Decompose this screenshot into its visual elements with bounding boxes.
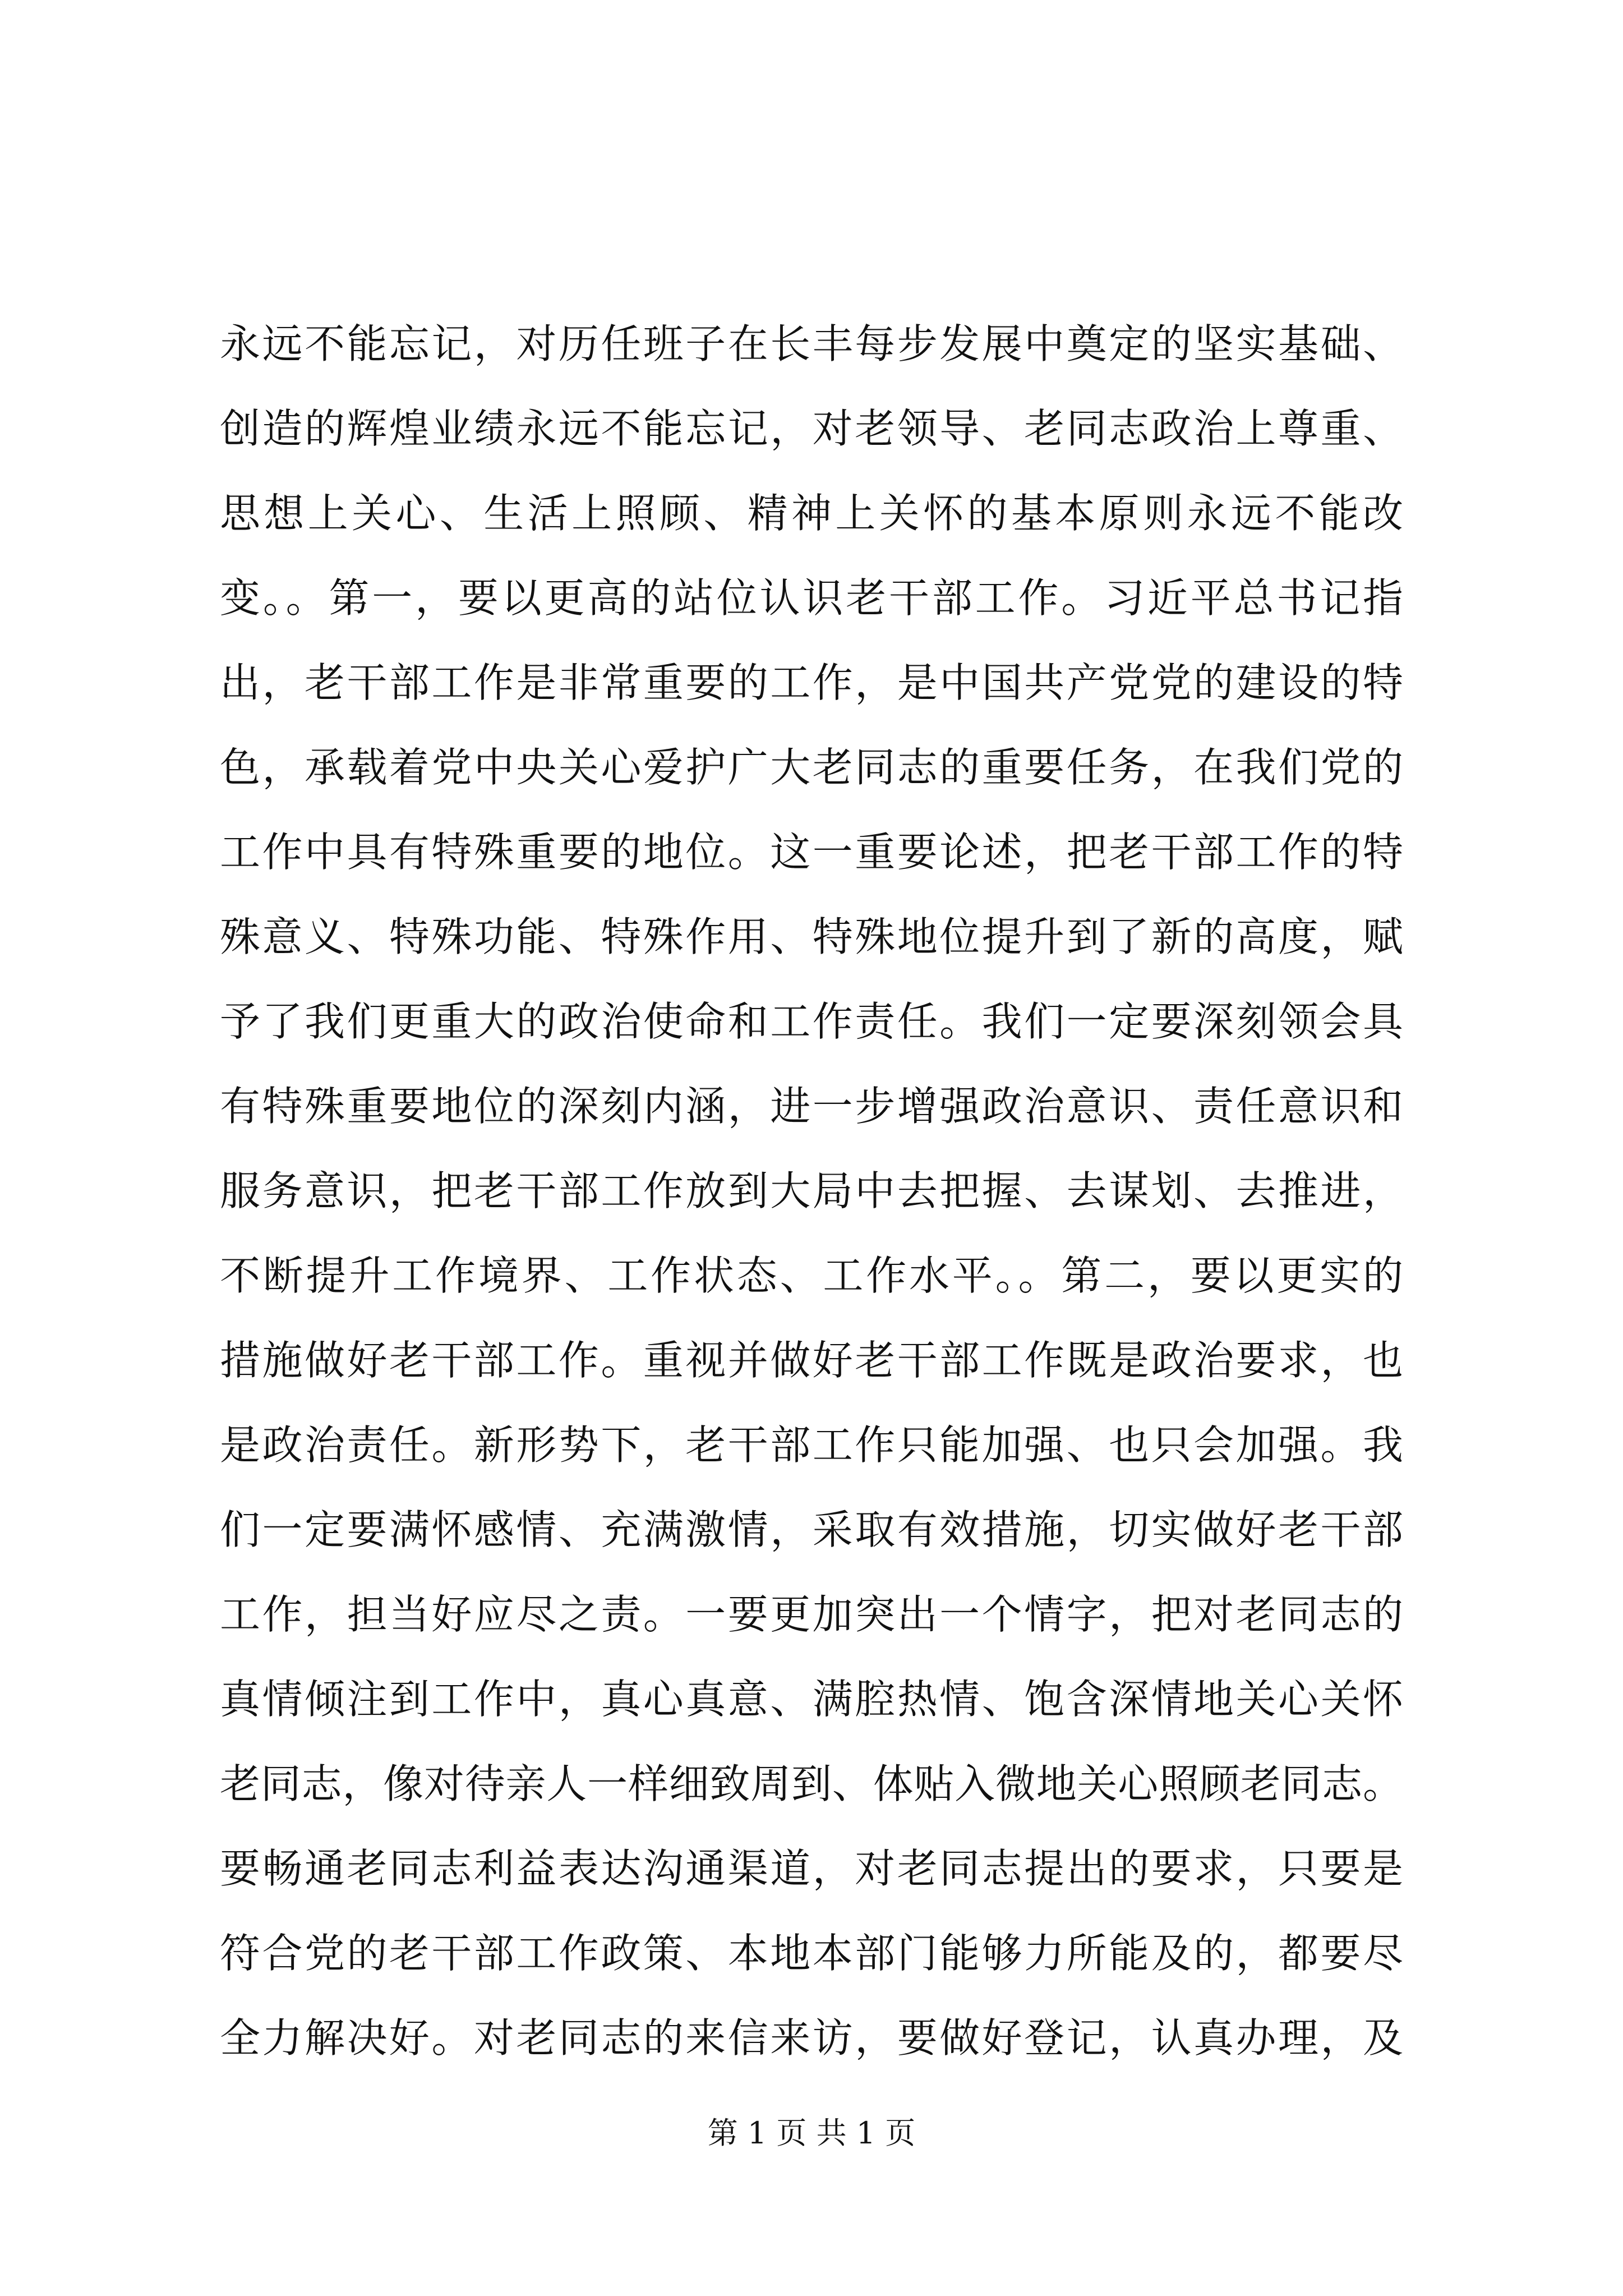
text-line: 变。。第一，要以更高的站位认识老干部工作。习近平总书记指: [220, 574, 1403, 622]
body-text: [220, 302, 1403, 2081]
page-footer: 第 1 页 共 1 页: [707, 2115, 916, 2151]
text-line: 老同志，像对待亲人一样细致周到、体贴入微地关心照顾老同志。: [220, 1760, 1403, 1807]
text-line: 创造的辉煌业绩永远不能忘记，对老领导、老同志政治上尊重、: [220, 405, 1403, 452]
text-line: 真情倾注到工作中，真心真意、满腔热情、饱含深情地关心关怀: [220, 1676, 1403, 1723]
text-line: 措施做好老干部工作。重视并做好老干部工作既是政治要求，也: [220, 1337, 1403, 1384]
text-line: 服务意识，把老干部工作放到大局中去把握、去谋划、去推进，: [220, 1167, 1403, 1214]
text-line: 们一定要满怀感情、充满激情，采取有效措施，切实做好老干部: [220, 1506, 1403, 1553]
text-line: 有特殊重要地位的深刻内涵，进一步增强政治意识、责任意识和: [220, 1083, 1403, 1130]
text-line: 工作，担当好应尽之责。一要更加突出一个情字，把对老同志的: [220, 1591, 1403, 1638]
text-line: 予了我们更重大的政治使命和工作责任。我们一定要深刻领会具: [220, 998, 1403, 1045]
text-line: 不断提升工作境界、工作状态、工作水平。。第二，要以更实的: [220, 1252, 1403, 1299]
text-line: 要畅通老同志利益表达沟通渠道，对老同志提出的要求，只要是: [220, 1845, 1403, 1892]
text-line: 工作中具有特殊重要的地位。这一重要论述，把老干部工作的特: [220, 829, 1403, 876]
text-line: 全力解决好。对老同志的来信来访，要做好登记，认真办理，及: [220, 2014, 1403, 2062]
text-line: 殊意义、特殊功能、特殊作用、特殊地位提升到了新的高度，赋: [220, 913, 1403, 960]
text-line: 是政治责任。新形势下，老干部工作只能加强、也只会加强。我: [220, 1421, 1403, 1469]
text-line: 永远不能忘记，对历任班子在长丰每步发展中奠定的坚实基础、: [220, 320, 1403, 367]
text-line: 符合党的老干部工作政策、本地本部门能够力所能及的，都要尽: [220, 1930, 1403, 1977]
text-line: 思想上关心、生活上照顾、精神上关怀的基本原则永远不能改: [220, 490, 1403, 537]
text-line: 色，承载着党中央关心爱护广大老同志的重要任务，在我们党的: [220, 744, 1403, 791]
text-line: 出，老干部工作是非常重要的工作，是中国共产党党的建设的特: [220, 659, 1403, 706]
